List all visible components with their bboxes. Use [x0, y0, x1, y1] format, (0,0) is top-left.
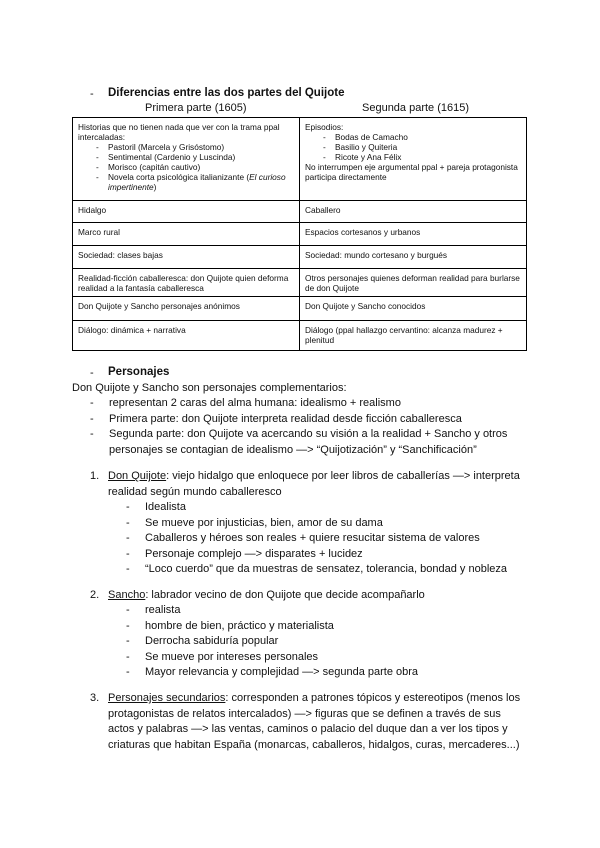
section-bullet: - — [90, 88, 94, 100]
numbered-item-don-quijote — [90, 469, 530, 500]
intercalated-stories-list — [78, 142, 295, 192]
table-cell: Sociedad: clases bajas — [73, 246, 300, 269]
list-item: - realista — [126, 603, 526, 619]
list-item: - Mayor relevancia y complejidad —> segunda parte obra — [126, 665, 526, 681]
section-title-differences: Diferencias entre las dos partes del Quijote — [108, 87, 345, 99]
list-item-text-end: ) — [153, 182, 157, 192]
don-quijote-traits-list — [126, 500, 526, 578]
list-item: - representan 2 caras del alma humana: idealismo + realismo — [90, 396, 530, 412]
list-item: - Derrocha sabiduría popular — [126, 634, 526, 650]
comparison-table — [72, 117, 527, 351]
table-row — [73, 269, 527, 297]
table-cell — [73, 118, 300, 201]
item-number: 3. — [90, 692, 100, 704]
item-number: 1. — [90, 470, 100, 482]
list-item: - Se mueve por intereses personales — [126, 650, 526, 666]
table-cell: Caballero — [300, 201, 527, 223]
column-header-first-part: Primera parte (1605) — [145, 102, 247, 114]
table-cell: Marco rural — [73, 223, 300, 246]
section-bullet: - — [90, 367, 94, 379]
table-cell: Diálogo: dinámica + narrativa — [73, 321, 300, 351]
table-row — [73, 118, 527, 201]
list-item-italic-title: El curioso impertinente — [108, 172, 286, 192]
table-cell: Diálogo (ppal hallazgo cervantino: alcanza madurez + plenitud — [300, 321, 527, 351]
table-cell: Sociedad: mundo cortesano y burgués — [300, 246, 527, 269]
item-description — [108, 588, 530, 604]
list-item: - Se mueve por injusticias, bien, amor de su dama — [126, 516, 526, 532]
item-number: 2. — [90, 589, 100, 601]
list-item: - Pastoril (Marcela y Grisóstomo) — [96, 142, 295, 152]
list-item: - Sentimental (Cardenio y Luscinda) — [96, 152, 295, 162]
item-name: Sancho — [108, 589, 146, 601]
table-cell — [300, 118, 527, 201]
list-item: - hombre de bien, práctico y materialista — [126, 619, 526, 635]
episodes-list — [305, 132, 522, 162]
list-item: - Basilio y Quiteria — [323, 142, 522, 152]
table-row — [73, 321, 527, 351]
list-item: - “Loco cuerdo” que da muestras de sensatez, tolerancia, bondad y nobleza — [126, 562, 526, 578]
list-item-text: Novela corta psicológica italianizante ( — [108, 172, 250, 182]
table-cell: Hidalgo — [73, 201, 300, 223]
list-item — [96, 172, 295, 192]
item-desc-text: : viejo hidalgo que enloquece por leer libros de caballerías —> interpreta realidad según mundo caballeresco — [108, 470, 520, 498]
cell-intro: Historias que no tienen nada que ver con la trama ppal intercaladas: — [78, 122, 280, 142]
list-item: - Ricote y Ana Félix — [323, 152, 522, 162]
numbered-item-secondary-characters — [90, 691, 530, 753]
list-item: - Bodas de Camacho — [323, 132, 522, 142]
numbered-item-sancho — [90, 588, 530, 604]
sancho-traits-list — [126, 603, 526, 681]
characters-intro: Don Quijote y Sancho son personajes complementarios: — [72, 382, 347, 394]
table-row — [73, 246, 527, 269]
item-description — [108, 691, 530, 753]
table-cell: Espacios cortesanos y urbanos — [300, 223, 527, 246]
table-cell: Realidad-ficción caballeresca: don Quijote quien deforma realidad a la fantasía caballeresca — [73, 269, 300, 297]
table-cell: Don Quijote y Sancho personajes anónimos — [73, 297, 300, 321]
section-title-characters: Personajes — [108, 366, 170, 378]
item-desc-text: : labrador vecino de don Quijote que decide acompañarlo — [145, 589, 425, 601]
table-row — [73, 223, 527, 246]
item-desc-text: : corresponden a patrones tópicos y estereotipos (menos los protagonistas de relatos intercalados) —> figuras que se definen a través de sus actos y palabras —> las ventas, caminos o palacio del duque dan a ver los tipos y criaturas que habitan España (monarcas, caballeros, hidalgos, curas, mercaderes...) — [108, 692, 521, 751]
list-item: - Caballeros y héroes son reales + quiere resucitar sistema de valores — [126, 531, 526, 547]
cell-outro: No interrumpen eje argumental ppal + pareja protagonista participa directamente — [305, 162, 518, 182]
list-item: - Segunda parte: don Quijote va acercando su visión a la realidad + Sancho y otros personajes se contagian de idealismo —> “Quijotización” y “Sanchificación” — [90, 427, 530, 458]
item-description — [108, 469, 530, 500]
list-item: - Morisco (capitán cautivo) — [96, 162, 295, 172]
item-name: Personajes secundarios — [108, 692, 226, 704]
characters-general-list — [90, 396, 530, 458]
column-header-second-part: Segunda parte (1615) — [362, 102, 470, 114]
item-name: Don Quijote — [108, 470, 167, 482]
list-item: - Personaje complejo —> disparates + lucidez — [126, 547, 526, 563]
list-item: - Idealista — [126, 500, 526, 516]
table-cell: Otros personajes quienes deforman realidad para burlarse de don Quijote — [300, 269, 527, 297]
table-cell: Don Quijote y Sancho conocidos — [300, 297, 527, 321]
cell-intro: Episodios: — [305, 122, 344, 132]
table-row — [73, 297, 527, 321]
table-row — [73, 201, 527, 223]
list-item: - Primera parte: don Quijote interpreta realidad desde ficción caballeresca — [90, 412, 530, 428]
